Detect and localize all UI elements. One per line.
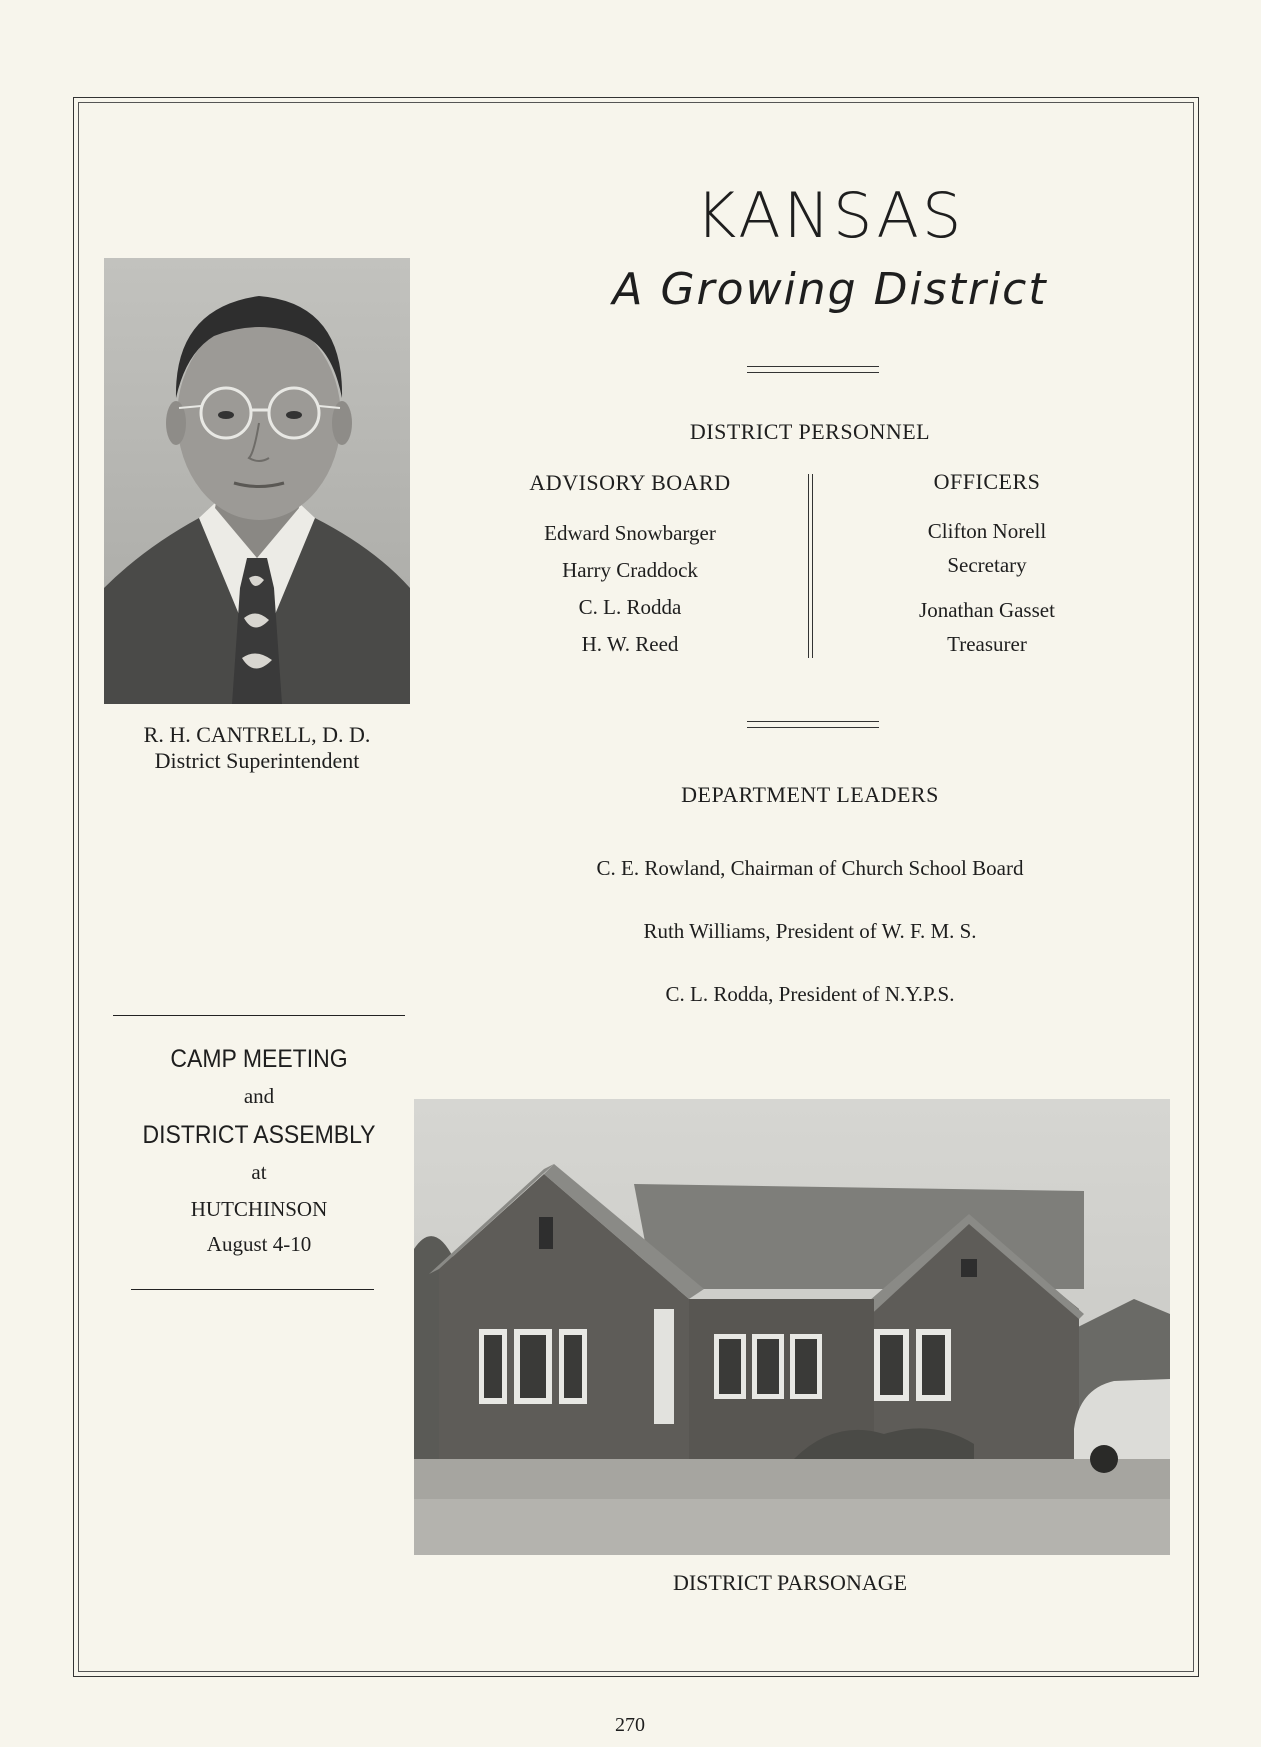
superintendent-name: R. H. CANTRELL, D. D. <box>143 722 371 747</box>
advisory-member: Edward Snowbarger <box>544 521 716 545</box>
district-personnel-heading: DISTRICT PERSONNEL <box>689 419 931 444</box>
camp-meeting-bottom-rule <box>131 1289 374 1290</box>
title-divider <box>747 366 879 373</box>
advisory-member: H. W. Reed <box>581 632 679 656</box>
column-divider <box>808 474 813 658</box>
advisory-member: Harry Craddock <box>562 558 698 582</box>
portrait-image <box>104 258 410 704</box>
parsonage-image <box>414 1099 1170 1555</box>
department-leader: C. E. Rowland, Chairman of Church School Board <box>596 856 1024 880</box>
department-leaders-heading: DEPARTMENT LEADERS <box>681 782 939 807</box>
camp-meeting-location: HUTCHINSON <box>190 1197 328 1221</box>
superintendent-title: District Superintendent <box>154 748 360 774</box>
officer-name: Clifton Norell <box>927 519 1047 543</box>
officer-role: Treasurer <box>947 632 1027 656</box>
parsonage-caption: DISTRICT PARSONAGE <box>672 1570 908 1595</box>
parsonage-photo <box>414 1099 1170 1555</box>
page-title: KANSAS <box>695 179 965 252</box>
superintendent-portrait <box>104 258 410 704</box>
advisory-board-heading: ADVISORY BOARD <box>529 470 731 495</box>
camp-meeting-block <box>113 1045 405 1257</box>
personnel-divider <box>747 721 879 728</box>
page-subtitle: A Growing District <box>612 264 1048 315</box>
superintendent-caption <box>104 722 410 775</box>
advisory-member: C. L. Rodda <box>578 595 682 619</box>
department-leader: Ruth Williams, President of W. F. M. S. <box>643 919 977 943</box>
officer-role: Secretary <box>947 553 1027 577</box>
camp-meeting-dates: August 4-10 <box>206 1232 312 1256</box>
page-number: 270 <box>615 1714 645 1736</box>
camp-meeting-at: at <box>251 1160 267 1184</box>
department-leader: C. L. Rodda, President of N.Y.P.S. <box>665 982 955 1006</box>
camp-meeting-top-rule <box>113 1015 405 1016</box>
camp-meeting-title: CAMP MEETING <box>170 1045 348 1073</box>
district-assembly-title: DISTRICT ASSEMBLY <box>142 1121 376 1149</box>
officers-heading: OFFICERS <box>933 469 1041 494</box>
camp-meeting-and: and <box>243 1084 275 1108</box>
officer-name: Jonathan Gasset <box>919 598 1055 622</box>
